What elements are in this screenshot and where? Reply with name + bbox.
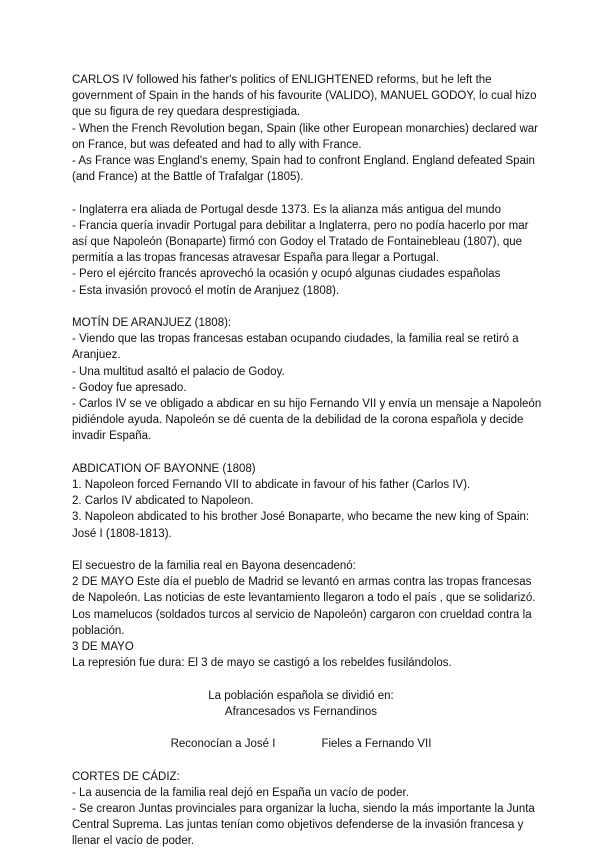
text-line: Los mamelucos (soldados turcos al servicio de Napoleón) cargaron con crueldad contra la bbox=[72, 608, 532, 621]
text-line: - Francia quería invadir Portugal para debilitar a Inglaterra, pero no podía hacerlo por mar bbox=[72, 219, 529, 232]
section-heading: ABDICATION OF BAYONNE (1808) bbox=[72, 462, 256, 475]
section-portugal bbox=[72, 202, 530, 299]
text-line: así que Napoleón (Bonaparte) firmó con Godoy el Tratado de Fontainebleau (1807), que bbox=[72, 236, 523, 249]
text-line: invadir España. bbox=[72, 430, 152, 443]
division-heading bbox=[72, 688, 530, 720]
text-line: on France, but was defeated and had to ally with France. bbox=[72, 138, 362, 151]
text-line: que su figura de rey quedara desprestigiada. bbox=[72, 106, 301, 119]
text-line: - La ausencia de la familia real dejó en España un vacío de poder. bbox=[72, 786, 409, 799]
text-line: CARLOS IV followed his father's politics of ENLIGHTENED reforms, but he left the bbox=[72, 74, 492, 86]
text-line: 2 DE MAYO Este día el pueblo de Madrid se levantó en armas contra las tropas francesas bbox=[72, 576, 532, 589]
text-line: - Godoy fue apresado. bbox=[72, 381, 187, 394]
text-line: Aranjuez. bbox=[72, 349, 121, 362]
text-line: La represión fue dura: El 3 de mayo se castigó a los rebeldes fusilándolos. bbox=[72, 657, 452, 670]
division-line-1: La población española se dividió en: bbox=[208, 689, 394, 702]
text-line: - Inglaterra era aliada de Portugal desde 1373. Es la alianza más antigua del mundo bbox=[72, 203, 501, 216]
text-line: 1. Napoleon forced Fernando VII to abdicate in favour of his father (Carlos IV). bbox=[72, 479, 471, 492]
section-heading: MOTÍN DE ARANJUEZ (1808): bbox=[72, 317, 232, 330]
section-heading: CORTES DE CÁDIZ: bbox=[72, 770, 180, 783]
text-line: - Viendo que las tropas francesas estaban ocupando ciudades, la familia real se retiró a bbox=[72, 333, 519, 346]
text-line: de Napoleón. Las noticias de este levantamiento llegaron a todo el país , que se solidarizó. bbox=[72, 592, 536, 605]
text-line: - Pero el ejército francés aprovechó la ocasión y ocupó algunas ciudades españolas bbox=[72, 268, 501, 281]
section-cortes-cadiz bbox=[72, 769, 535, 850]
text-line: - Una multitud asaltó el palacio de Godoy. bbox=[72, 365, 285, 378]
section-bayonne bbox=[72, 461, 530, 542]
text-line: (and France) at the Battle of Trafalgar (1805). bbox=[72, 171, 304, 184]
text-line: - When the French Revolution began, Spain (like other European monarchies) declared war bbox=[72, 122, 539, 135]
text-line: - Se crearon Juntas provinciales para organizar la lucha, siendo la más importante la Junta bbox=[72, 803, 535, 816]
text-line: - Carlos IV se ve obligado a abdicar en su hijo Fernando VII y envía un mensaje a Napoleón bbox=[72, 398, 542, 411]
text-line: Central Suprema. Las juntas tenían como objetivos defenderse de la invasión francesa y bbox=[72, 819, 524, 832]
text-line: llenar el vacío de poder. bbox=[72, 835, 195, 848]
section-carlos-iv bbox=[72, 72, 539, 185]
text-line: 2. Carlos IV abdicated to Napoleon. bbox=[72, 495, 254, 508]
text-line: población. bbox=[72, 624, 125, 637]
fernandinos-label: Fieles a Fernando VII bbox=[321, 738, 432, 751]
text-line: pidiéndole ayuda. Napoleón se dé cuenta de la debilidad de la corona española y decide bbox=[72, 414, 524, 427]
text-line: - Esta invasión provocó el motín de Aranjuez (1808). bbox=[72, 284, 340, 297]
division-columns bbox=[72, 736, 530, 752]
text-line: government of Spain in the hands of his favourite (VALIDO), MANUEL GODOY, lo cual hizo bbox=[72, 90, 537, 103]
section-secuestro bbox=[72, 558, 536, 671]
division-line-2: Afrancesados vs Fernandinos bbox=[224, 705, 378, 718]
text-line: José I (1808-1813). bbox=[72, 527, 172, 540]
text-line: El secuestro de la familia real en Bayona desencadenó: bbox=[72, 560, 356, 573]
text-line: 3. Napoleon abdicated to his brother José Bonaparte, who became the new king of Spain: bbox=[72, 511, 530, 524]
section-motin-aranjuez bbox=[72, 315, 542, 445]
afrancesados-label: Reconocían a José I bbox=[170, 738, 276, 751]
text-line: 3 DE MAYO bbox=[72, 641, 134, 654]
text-line: permitía a las tropas francesas atravesar España para llegar a Portugal. bbox=[72, 252, 439, 265]
text-line: - As France was England's enemy, Spain had to confront England. England defeated Spain bbox=[72, 155, 535, 168]
